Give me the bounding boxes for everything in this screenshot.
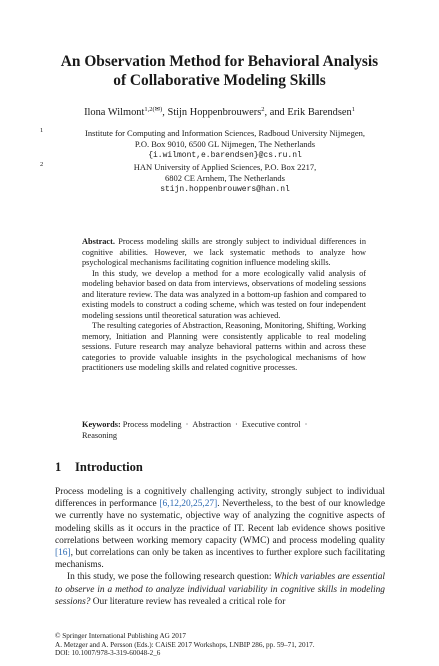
affiliation-1-mark: 1 (40, 127, 44, 134)
body-text-run: Our literature review has revealed a critical role for (90, 596, 286, 607)
keywords-label: Keywords: (82, 420, 121, 429)
citation-link[interactable]: [16] (55, 548, 71, 559)
keyword-separator: · (185, 420, 189, 429)
affiliation-2 (40, 162, 410, 195)
affiliation-1-line: P.O. Box 9010, 6500 GL Nijmegen, The Netherlands (134, 139, 316, 149)
affiliation-2-line: 6802 CE Arnhem, The Netherlands (164, 173, 285, 183)
body-text-run: , but correlations can only be taken as incentives to further explore such facilitating mechanisms. (55, 548, 385, 571)
keyword-item: Reasoning (82, 430, 118, 440)
author-separator: , (162, 107, 165, 118)
author-3-sup: 1 (351, 106, 355, 113)
keywords (82, 420, 366, 441)
footer-line: © Springer International Publishing AG 2017 (55, 632, 187, 640)
title-line-1: An Observation Method for Behavioral Analysis (60, 53, 379, 70)
author-2: Stijn Hoppenbrouwers (167, 107, 262, 118)
body-text-run: Process modeling is a cognitively challenging activity, strongly subject to individual differences in performance (55, 487, 385, 510)
author-separator: , and (264, 107, 285, 118)
affiliation-1-line: Institute for Computing and Information Sciences, Radboud University Nijmegen, (85, 128, 365, 138)
paper-title (40, 52, 399, 90)
keyword-item: Executive control (241, 420, 301, 429)
author-list (30, 107, 409, 119)
affiliation-2-email: stijn.hoppenbrouwers@han.nl (160, 185, 290, 194)
keyword-item: Process modeling (122, 420, 182, 429)
abstract (82, 237, 366, 374)
section-number: 1 (55, 460, 62, 474)
abstract-paragraph-1 (82, 237, 366, 269)
body-text (55, 486, 385, 608)
abstract-label: Abstract. (82, 237, 115, 246)
copyright-footer (55, 632, 395, 658)
research-question: Which variables are essential to observe in a method to analyze individual variability in cognitive skills in modeling sessions? (55, 572, 385, 607)
affiliation-1-email: {i.wilmont,e.barendsen}@cs.ru.nl (148, 151, 302, 160)
abstract-paragraph-3: The resulting categories of Abstraction, Reasoning, Monitoring, Shifting, Working memory, Initiation and Planning were consistently applicable to real modeling sessions. Future research may analyze behavioral patterns within and across these categories to provide valuable insights in the psychological mechanisms of how practitioners use modeling skills and related cognitive processes. (82, 321, 366, 372)
author-2-sup: 2 (261, 106, 265, 113)
body-paragraph-1 (55, 486, 385, 571)
affiliation-2-mark: 2 (40, 161, 44, 168)
author-1: Ilona Wilmont (84, 107, 145, 118)
affiliation-2-line: HAN University of Applied Sciences, P.O. Box 2217, (133, 162, 317, 172)
keyword-separator: · (235, 420, 238, 429)
body-text-run: In this study, we pose the following research question: (67, 572, 274, 583)
affiliation-1 (40, 128, 410, 161)
citation-link[interactable]: [6,12,20,25,27] (159, 499, 218, 510)
section-title: Introduction (75, 460, 143, 474)
keyword-separator: · (304, 420, 308, 429)
abstract-paragraph-2: In this study, we develop a method for a more ecologically valid analysis of modeling behavior based on data from interviews, observations of modeling sessions and literature review. The data was analyzed in a bottom-up fashion and compared to existing models to construct a coding scheme, which was tested on four independent modeling sessions until theoretical saturation was achieved. (82, 268, 366, 320)
abstract-text: Process modeling skills are strongly subject to individual differences in cognitive abilities. However, we lack systematic methods to analyze how psychological mechanisms facilitating cognition influence modeling skills. (82, 237, 366, 267)
section-heading (55, 460, 143, 475)
body-paragraph-2 (55, 571, 385, 608)
footer-line: A. Metzger and A. Persson (Eds.): CAiSE 2017 Workshops, LNBIP 286, pp. 59–71, 2017. (55, 640, 315, 649)
body-text-run: . Nevertheless, to the best of our knowledge we currently have no systematic, objective way of analyzing the cognitive aspects of modeling skills as it occurs in the practice of IT. Recent lab evidence shows positive correlations between working memory capacity (WMC) and process modeling quality (55, 499, 385, 546)
title-line-2: of Collaborative Modeling Skills (113, 72, 326, 89)
footer-doi: DOI: 10.1007/978-3-319-60048-2_6 (55, 649, 161, 658)
author-1-sup: 1,2(✉) (144, 106, 163, 113)
keyword-item: Abstraction (192, 420, 232, 429)
author-3: Erik Barendsen (287, 107, 352, 118)
